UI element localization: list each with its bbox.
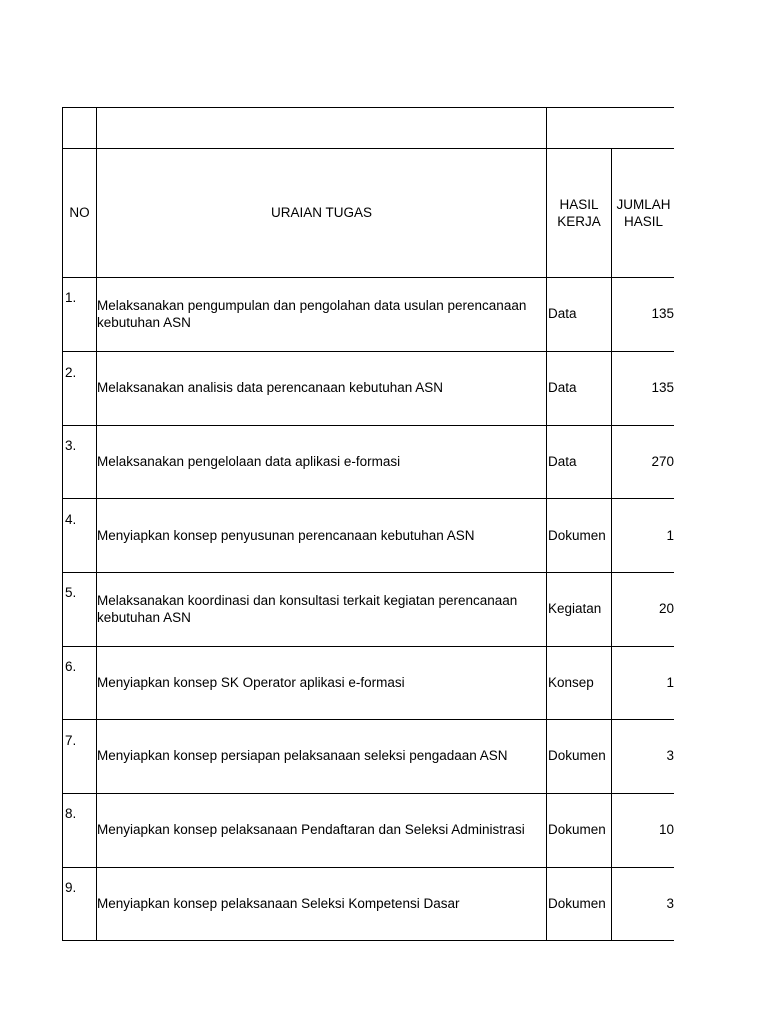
row-number: 7. [65,733,77,748]
result-count: 135 [651,306,674,321]
result-unit: Dokumen [548,748,606,763]
header-result: HASIL KERJA [557,197,601,229]
result-unit: Dokumen [548,528,606,543]
result-count: 270 [651,454,674,469]
row-number: 1. [65,290,77,305]
row-divider [63,498,674,499]
row-divider [63,351,674,352]
row-divider [63,867,674,868]
result-unit: Konsep [548,675,594,690]
column-divider [611,149,612,940]
header-task: URAIAN TUGAS [270,205,373,220]
result-count: 20 [658,601,674,616]
row-divider [63,277,674,278]
result-count: 1 [666,528,674,543]
result-unit: Data [548,380,577,395]
task-description: Melaksanakan analisis data perencanaan kebutuhan ASN [97,380,443,395]
header-count: JUMLAH HASIL [616,197,671,229]
result-count: 1 [666,675,674,690]
result-unit: Dokumen [548,896,606,911]
row-number: 6. [65,659,77,674]
task-description: Melaksanakan koordinasi dan konsultasi terkait kegiatan perencanaan kebutuhan ASN [97,593,518,625]
task-description: Menyiapkan konsep penyusunan perencanaan kebutuhan ASN [97,528,475,543]
row-divider [63,646,674,647]
column-divider [96,108,97,940]
result-unit: Data [548,306,577,321]
result-count: 3 [666,748,674,763]
row-number: 9. [65,880,77,895]
task-description: Menyiapkan konsep pelaksanaan Seleksi Kompetensi Dasar [97,896,460,911]
result-count: 135 [651,380,674,395]
column-divider [546,108,547,940]
task-description: Menyiapkan konsep persiapan pelaksanaan seleksi pengadaan ASN [97,748,508,763]
result-unit: Dokumen [548,822,606,837]
row-number: 4. [65,512,77,527]
task-description: Menyiapkan konsep SK Operator aplikasi e-formasi [97,675,405,690]
row-divider [63,425,674,426]
header-no: NO [69,205,90,220]
task-table [62,107,674,941]
result-count: 10 [658,822,674,837]
row-divider [63,148,674,149]
result-unit: Data [548,454,577,469]
task-description: Melaksanakan pengumpulan dan pengolahan data usulan perencanaan kebutuhan ASN [97,298,527,330]
row-divider [63,719,674,720]
row-divider [63,572,674,573]
task-description: Menyiapkan konsep pelaksanaan Pendaftaran dan Seleksi Administrasi [97,822,525,837]
row-number: 8. [65,806,77,821]
row-number: 5. [65,585,77,600]
result-count: 3 [666,896,674,911]
row-number: 3. [65,438,77,453]
row-divider [63,793,674,794]
row-number: 2. [65,365,77,380]
task-description: Melaksanakan pengelolaan data aplikasi e-formasi [97,454,401,469]
result-unit: Kegiatan [548,601,602,616]
